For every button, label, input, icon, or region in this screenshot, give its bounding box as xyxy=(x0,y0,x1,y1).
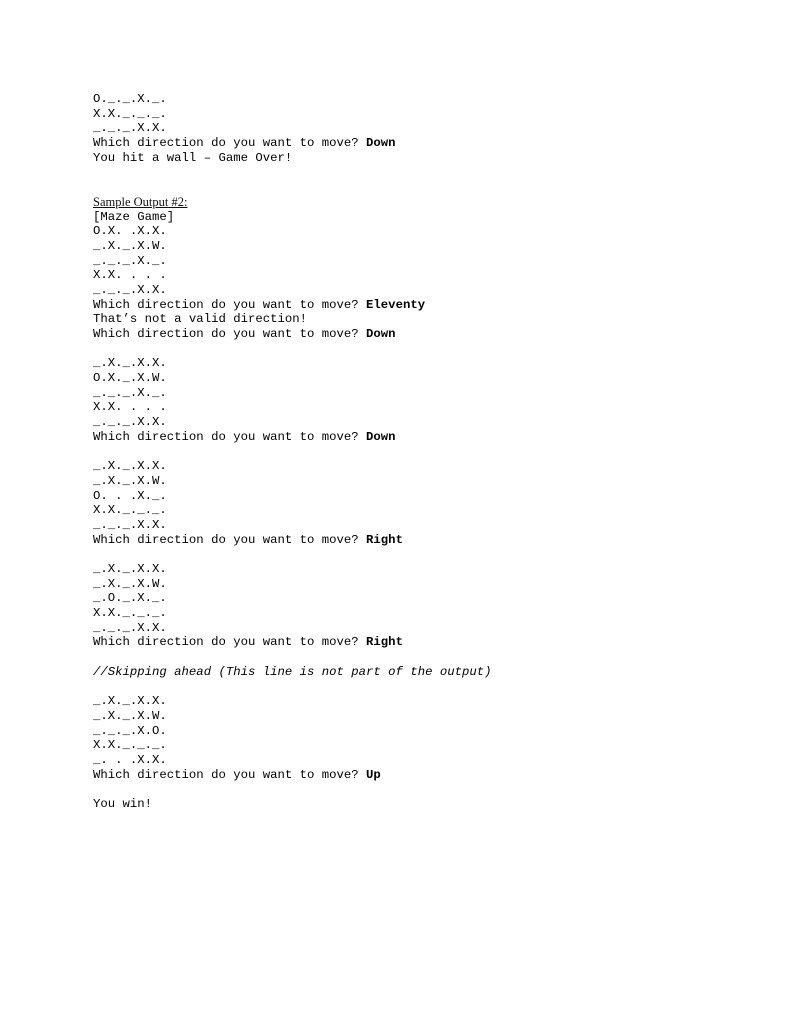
direction-prompt xyxy=(93,768,753,783)
game-over-message: You hit a wall – Game Over! xyxy=(93,150,293,165)
prompt-text: Which direction do you want to move? xyxy=(93,327,367,342)
sample-output-heading: Sample Output #2: xyxy=(93,194,188,209)
maze-grid xyxy=(93,694,753,767)
maze-grid xyxy=(93,562,753,635)
prompt-text: Which direction do you want to move? xyxy=(93,767,367,782)
maze-row: O._._.X._. xyxy=(93,92,167,106)
prompt-text: Which direction do you want to move? xyxy=(93,532,367,547)
direction-prompt xyxy=(93,136,753,151)
document-page xyxy=(93,92,753,812)
prompt-text: Which direction do you want to move? xyxy=(93,297,367,312)
user-answer: Right xyxy=(366,532,403,547)
maze-row: _.O._.X._. xyxy=(93,591,167,606)
maze-row: O.X._.X.W. xyxy=(93,371,167,386)
user-answer: Up xyxy=(366,767,381,782)
maze-row: _._._.X.O. xyxy=(93,723,167,738)
maze-game-title: [Maze Game] xyxy=(93,209,175,224)
maze-row: O. . .X._. xyxy=(93,488,167,503)
maze-row: _._._.X.X. xyxy=(93,517,167,532)
maze-row: _.X._.X.W. xyxy=(93,576,167,591)
maze-row: X.X._._._. xyxy=(93,503,167,518)
maze-row: _.X._.X.X. xyxy=(93,459,167,474)
direction-prompt xyxy=(93,327,753,342)
user-answer: Right xyxy=(366,635,403,650)
maze-row: _._._.X.X. xyxy=(93,282,167,297)
prompt-text: Which direction do you want to move? xyxy=(93,136,367,151)
maze-row: _.X._.X.W. xyxy=(93,473,167,488)
maze-row: _.X._.X.W. xyxy=(93,238,167,253)
user-answer: Down xyxy=(366,136,396,151)
maze-row: _._._.X._. xyxy=(93,253,167,268)
maze-row: X.X._._._. xyxy=(93,106,167,121)
maze-grid xyxy=(93,356,753,429)
maze-grid xyxy=(93,459,753,532)
direction-prompt xyxy=(93,430,753,445)
direction-prompt xyxy=(93,298,753,313)
maze-row: _._._.X.X. xyxy=(93,415,167,430)
maze-row: X.X._._._. xyxy=(93,738,167,753)
user-answer: Down xyxy=(366,327,396,342)
prompt-text: Which direction do you want to move? xyxy=(93,635,367,650)
maze-row: X.X._._._. xyxy=(93,606,167,621)
user-answer: Eleventy xyxy=(366,297,426,312)
skip-ahead-comment: //Skipping ahead (This line is not part of the output) xyxy=(93,664,492,679)
maze-row: _.X._.X.X. xyxy=(93,356,167,371)
maze-row: _._._.X._. xyxy=(93,385,167,400)
win-message: You win! xyxy=(93,797,153,812)
maze-grid xyxy=(93,92,753,136)
invalid-direction-message: That’s not a valid direction! xyxy=(93,312,308,327)
maze-row: _. . .X.X. xyxy=(93,752,167,767)
direction-prompt xyxy=(93,635,753,650)
maze-row: O.X. .X.X. xyxy=(93,224,167,239)
prompt-text: Which direction do you want to move? xyxy=(93,429,367,444)
maze-grid xyxy=(93,224,753,297)
maze-row: _._._.X.X. xyxy=(93,620,167,635)
maze-row: _.X._.X.W. xyxy=(93,708,167,723)
maze-row: X.X. . . . xyxy=(93,268,167,283)
direction-prompt xyxy=(93,533,753,548)
maze-row: X.X. . . . xyxy=(93,400,167,415)
user-answer: Down xyxy=(366,429,396,444)
maze-row: _.X._.X.X. xyxy=(93,694,167,709)
maze-row: _.X._.X.X. xyxy=(93,562,167,577)
maze-row: _._._.X.X. xyxy=(93,121,167,136)
